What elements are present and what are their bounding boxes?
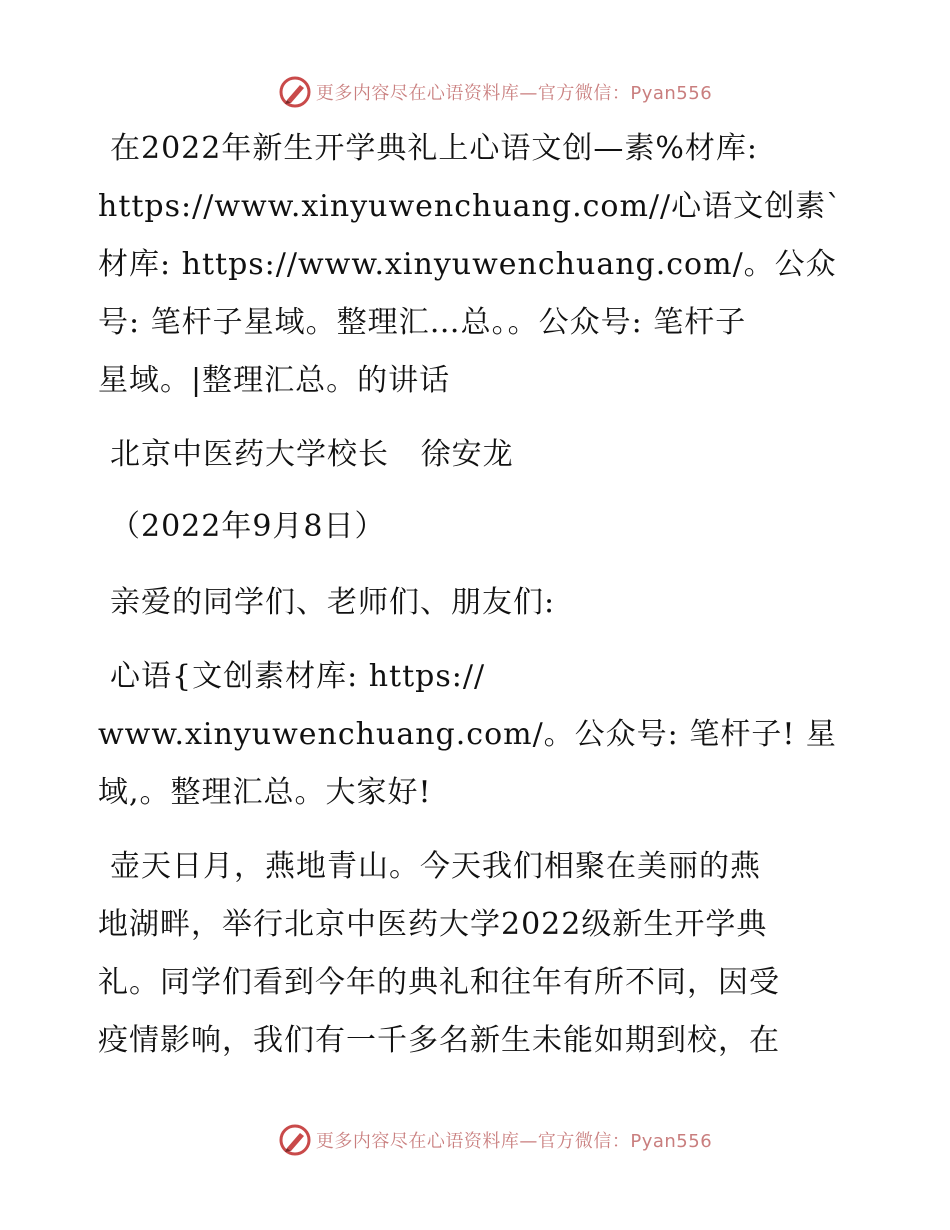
body-line: 壶天日月，燕地青山。今天我们相聚在美丽的燕	[110, 849, 761, 884]
header-watermark	[0, 72, 950, 112]
intro-paragraph	[98, 120, 858, 410]
watermark-text: 更多内容尽在心语资料库—官方微信：Pyan556	[315, 1131, 713, 1152]
source-line: 域,。整理汇总。大家好!	[98, 775, 432, 810]
date-line: （2022年9月8日）	[110, 509, 386, 544]
pen-circle-icon	[278, 75, 312, 109]
greeting-line: 亲爱的同学们、老师们、朋友们:	[110, 585, 556, 620]
body-line: 疫情影响，我们有一千多名新生未能如期到校，在	[98, 1023, 780, 1058]
source-paragraph	[98, 648, 858, 822]
body-line: 礼。同学们看到今年的典礼和往年有所不同，因受	[98, 965, 780, 1000]
intro-line: 号: 笔杆子星域。整理汇…总。。公众号: 笔杆子	[98, 305, 747, 340]
intro-line: https://www.xinyuwenchuang.com//心语文创素`	[98, 189, 843, 224]
footer-watermark	[0, 1120, 950, 1160]
date-paragraph	[98, 498, 858, 556]
intro-line: 星域。|整理汇总。的讲话	[98, 363, 451, 398]
body-line: 地湖畔，举行北京中医药大学2022级新生开学典	[98, 907, 768, 942]
body-paragraph	[98, 838, 858, 1070]
pen-circle-icon	[278, 1123, 312, 1157]
intro-line: 材库: https://www.xinyuwenchuang.com/。公众	[98, 247, 837, 282]
intro-line: 在2022年新生开学典礼上心语文创—素%材库:	[110, 131, 758, 166]
author-line: 北京中医药大学校长 徐安龙	[110, 437, 514, 472]
author-paragraph	[98, 426, 858, 484]
source-line: 心语{文创素材库: https://	[110, 659, 486, 694]
watermark-text: 更多内容尽在心语资料库—官方微信：Pyan556	[315, 83, 713, 104]
source-line: www.xinyuwenchuang.com/。公众号: 笔杆子! 星	[98, 717, 837, 752]
greeting-paragraph	[98, 574, 858, 632]
